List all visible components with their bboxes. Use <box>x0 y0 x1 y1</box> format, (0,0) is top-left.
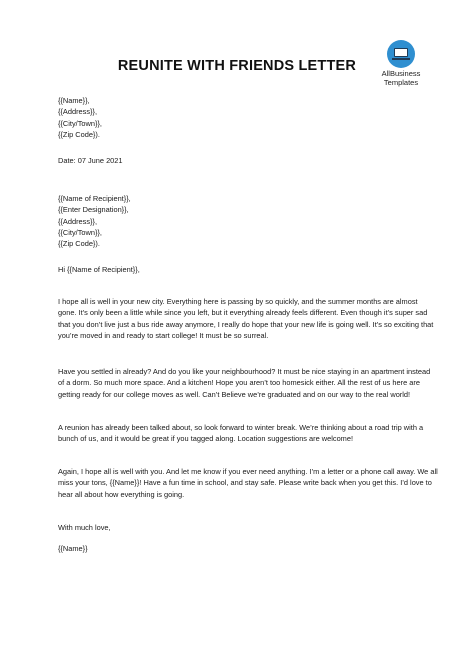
sender-address-line: {{Address}}, <box>58 107 98 117</box>
paragraph-3: A reunion has already been talked about, so look forward to winter break. We’re thinking about a road trip with a bunch of us, and it would be great if you tagged along. Location suggestions are welcome! <box>58 423 424 444</box>
logo-line-1: AllBusiness <box>381 69 421 78</box>
recipient-name: {{Name of Recipient}}, <box>58 194 131 203</box>
salutation: Hi {{Name of Recipient}}, <box>58 265 140 274</box>
laptop-icon <box>387 40 415 68</box>
sender-city: {{City/Town}}, <box>58 118 102 128</box>
recipient-address-line: {{Address}}, <box>58 216 98 226</box>
logo-text <box>376 70 426 87</box>
letter-date: Date: 07 June 2021 <box>58 156 123 165</box>
paragraph-1: I hope all is well in your new city. Everything here is passing by so quickly, and the summer months are almost gone. It’s only been a little while since you left, but it everything already feels different. Even though it’s super sad that you don’t live just a bus ride away anymore, I really do hope that your new life is going well. It’s so exciting that you’re moved in and ready to start college! It must be so surreal. <box>58 297 434 340</box>
recipient-zip: {{Zip Code}). <box>58 239 100 249</box>
recipient-address <box>58 193 438 249</box>
page-title: REUNITE WITH FRIENDS LETTER <box>117 58 357 74</box>
sender-name: {{Name}}, <box>58 96 90 105</box>
sender-address <box>58 95 438 140</box>
recipient-city: {{City/Town}}, <box>58 227 102 237</box>
recipient-designation: {{Enter Designation}}, <box>58 205 129 215</box>
signature: {{Name}} <box>58 544 88 553</box>
paragraph-2: Have you settled in already? And do you like your neighbourhood? It must be nice staying in an apartment instead of a dorm. So much more space. And a kitchen! Hope you aren’t too homesick either. All the rest of us here are getting ready for our college moves as well. Can’t Believe we’re graduated and on our way to the real world! <box>58 367 431 399</box>
sender-zip: {{Zip Code}). <box>58 129 100 139</box>
logo-line-2: Templates <box>383 77 419 87</box>
closing: With much love, <box>58 523 111 532</box>
company-logo <box>376 40 426 87</box>
paragraph-4: Again, I hope all is well with you. And let me know if you ever need anything. I’m a letter or a phone call away. We all miss your tons, {{Name}}! Have a fun time in school, and stay safe. Please write back when you get this. I’d love to hear all about how everything is going. <box>58 467 438 499</box>
